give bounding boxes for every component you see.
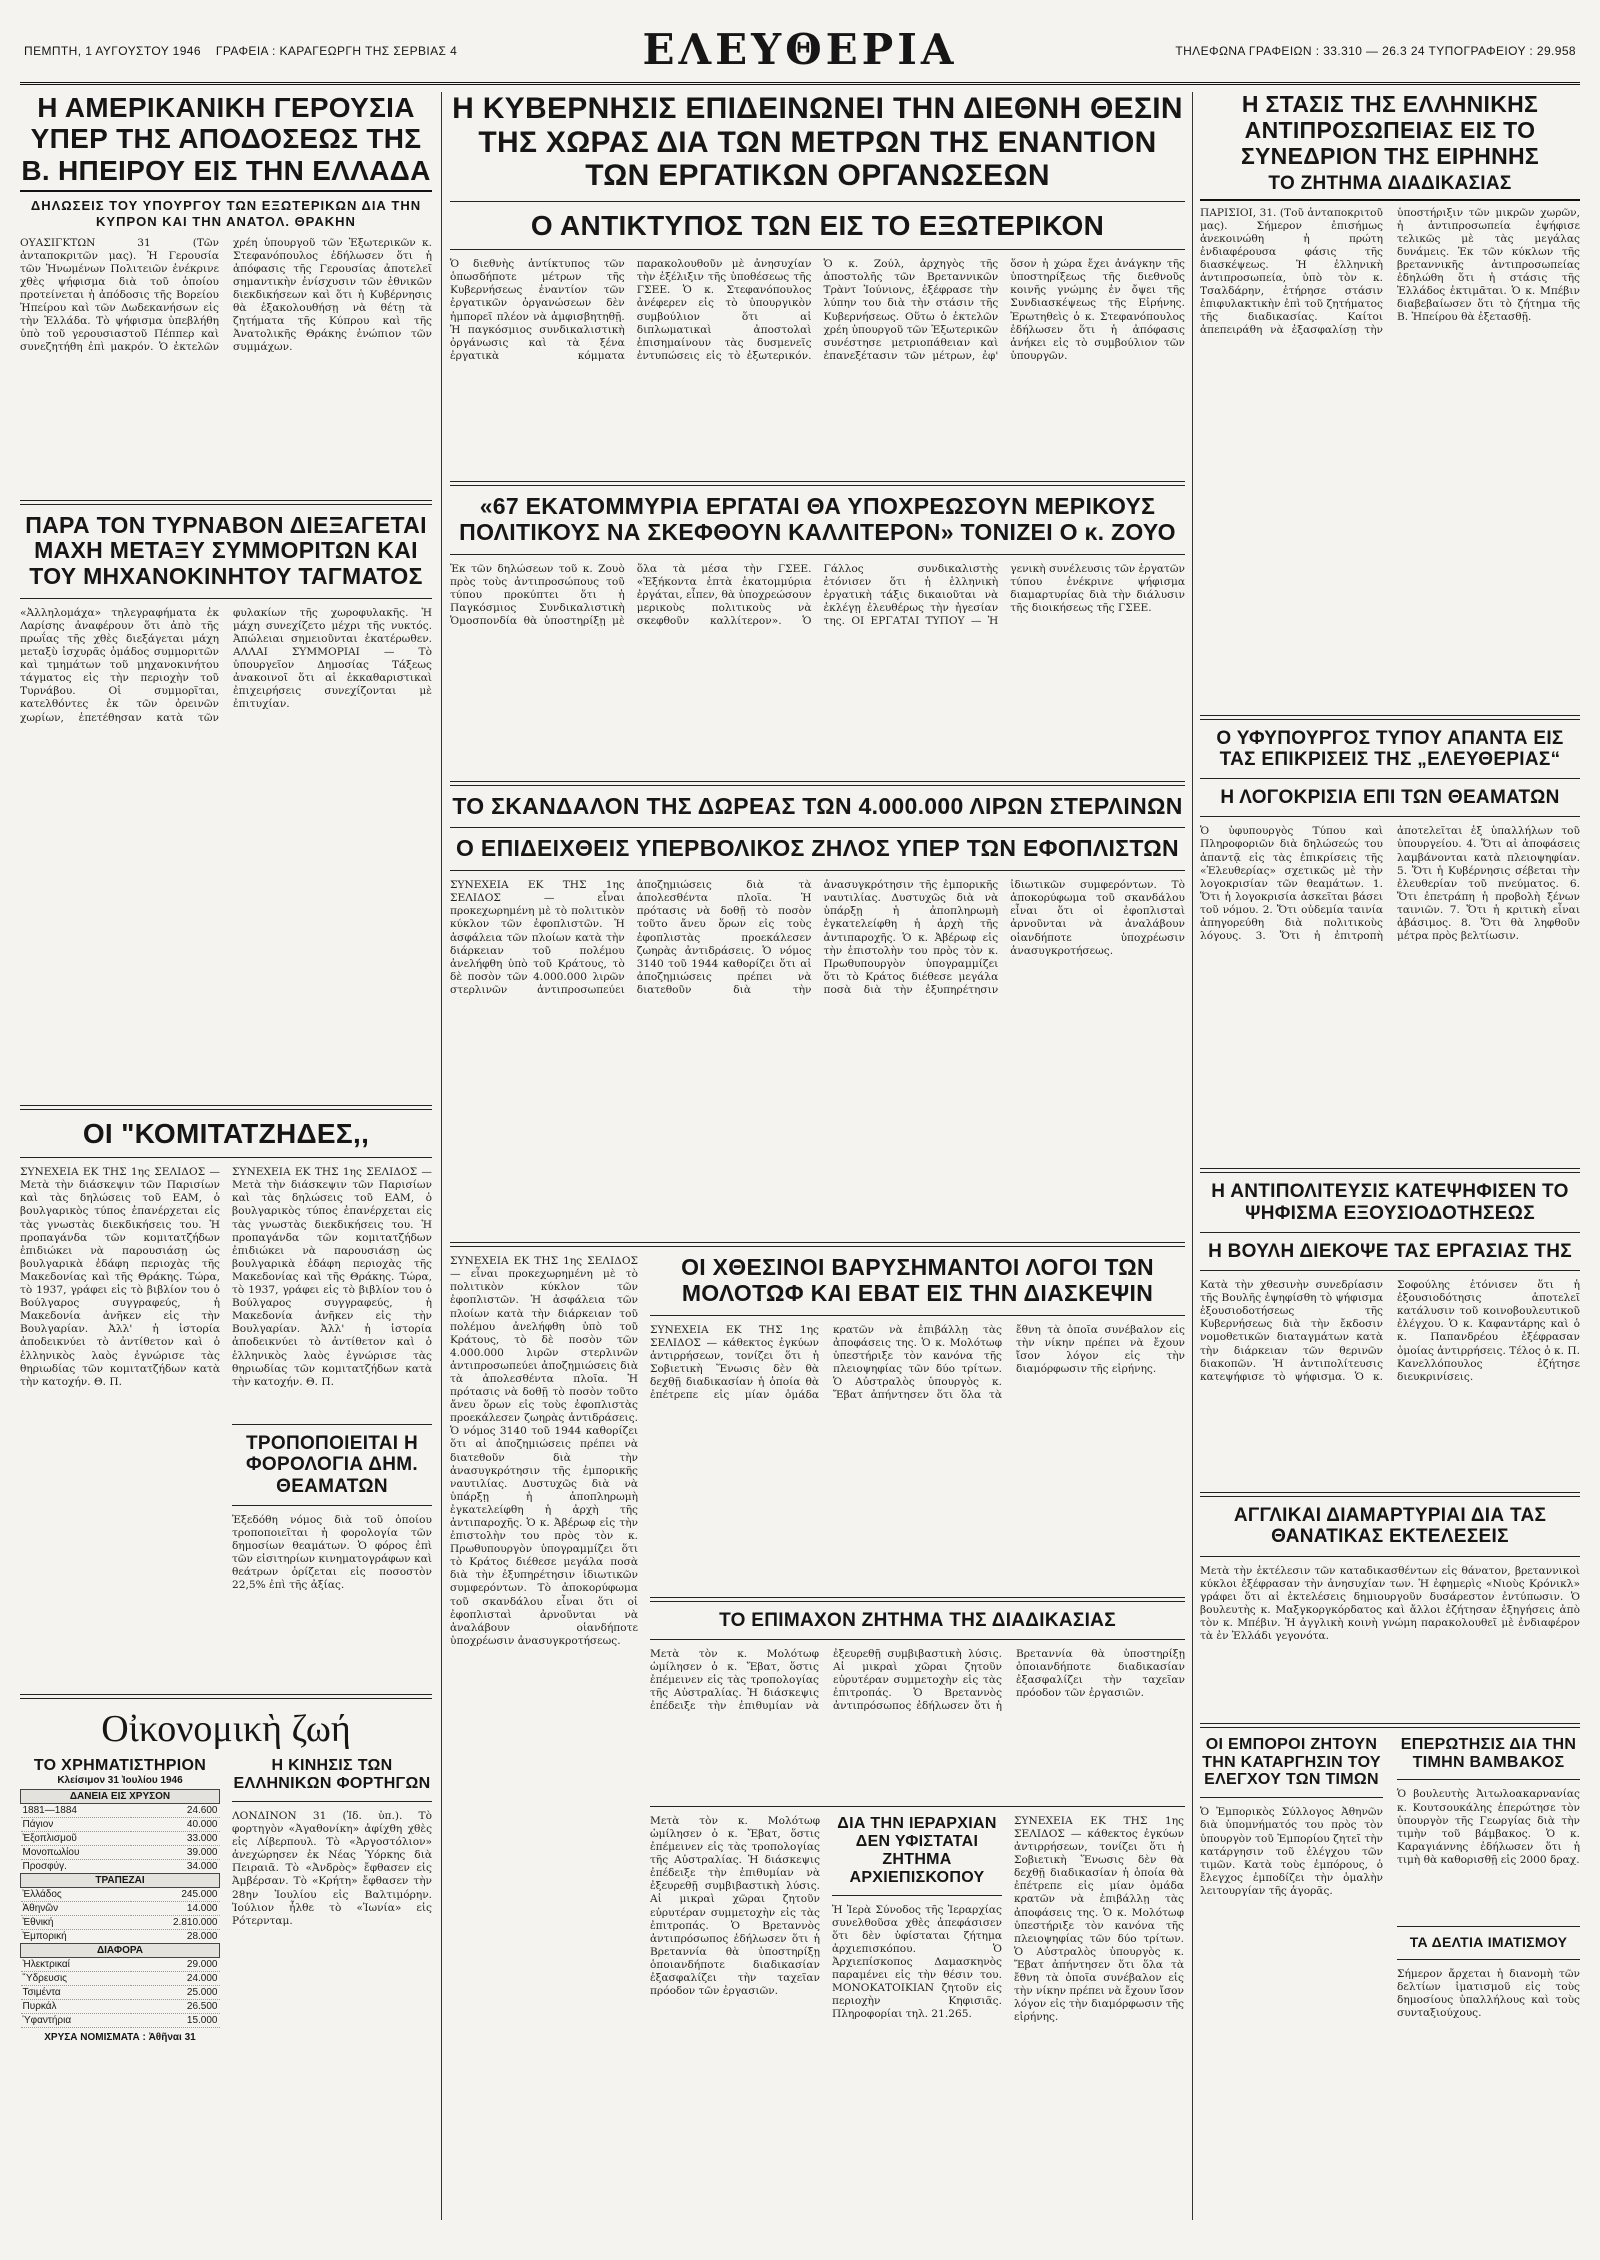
senate-article: ΟΥΑΣΙΓΚΤΩΝ 31 (Τῶν ἀνταποκριτῶν μας). Ἡ Γερουσία τῶν Ἡνωμένων Πολιτειῶν ἐνέκρινε χθὲς ψήφισμα διὰ τοῦ ὁποίου προτείνεται ἡ ἀπόδοσις τῆς Βορείου Ἠπείρου καὶ τῶν Δωδεκανήσων εἰς τὴν Ἑλλάδα. Τὸ ψήφισμα ὑπεβλήθη ὑπὸ τοῦ γερουσιαστοῦ Πέππερ καὶ συνεζητήθη ἐπὶ μακρόν. Ὁ ἐκτελῶν χρέη ὑπουργοῦ τῶν Ἐξωτερικῶν κ. Στεφανόπουλος ἐδήλωσεν ὅτι ἡ ἀπόφασις τῆς Γερουσίας ἀποτελεῖ σημαντικὴν ἐνίσχυσιν τῶν ἐθνικῶν διεκδικήσεων καὶ ὅτι ἡ Κυβέρνησις θὰ ἐξακολουθήσῃ νὰ θέτῃ τὰ ζητήματα τῆς Κύπρου καὶ τῆς Ἀνατολικῆς Θράκης ἐνώπιον τῶν συμμάχων. (20, 236, 432, 354)
tropopoiisis-box (232, 1166, 432, 1686)
main-article: Ὁ διεθνὴς ἀντίκτυπος τῶν ὁπωσδήποτε μέτρων τῆς Κυβερνήσεως ἐναντίον τῶν ἐργατικῶν ὀργανώσεων δὲν ἠμπορεῖ πλέον νὰ ἀμφισβητηθῇ. Ἡ παγκόσμιος συνδικαλιστικὴ ὀργάνωσις καὶ τὰ ξένα ἐργατικὰ κόμματα παρακολουθοῦν μὲ ἀνησυχίαν τὴν ἐξέλιξιν τῆς ὑποθέσεως τῆς ΓΣΕΕ. Ὁ κ. Στεφανόπουλος ἀνέφερεν εἰς τὸ ὑπουργικὸν συμβούλιον ὅτι αἱ διπλωματικαὶ ἀποστολαὶ ἐπισημαίνουν τὰς δυσμενεῖς ἐντυπώσεις εἰς τὸ ἐξωτερικόν. Ὁ κ. Ζούλ, ἀρχηγὸς τῆς ἀποστολῆς τῶν Βρεταννικῶν Τρὰντ Ἰούνιονς, ἐξέφρασε τὴν λύπην του διὰ τὴν στάσιν τῆς Κυβερνήσεως. Οὕτω ὁ ἐκτελῶν χρέη ὑπουργοῦ τῶν Ἐξωτερικῶν συνέστησε μετριοπάθειαν καὶ ἐπανεξέτασιν τῶν μέτρων, ἐφ' ὅσον ἡ χώρα ἔχει ἀνάγκην τῆς ὑποστηρίξεως τῆς διεθνοῦς κοινῆς γνώμης ἐν ὄψει τῆς Συνδιασκέψεως τῆς Εἰρήνης. Ἐρωτηθεὶς ὁ κ. Στεφανόπουλος ἐδήλωσεν ὅτι ἡ ἀπόφασις ἀνήκει εἰς τὸ συμβούλιον τῶν ὑπουργῶν. (450, 258, 1185, 362)
komitatzides-article: ΣΥΝΕΧΕΙΑ ΕΚ ΤΗΣ 1ης ΣΕΛΙΔΟΣ — Μετὰ τὴν διάσκεψιν τῶν Παρισίων καὶ τὰς δηλώσεις τοῦ ΕΑΜ, ὁ βουλγαρικὸς τύπος ἐπανέρχεται εἰς τὰς γνωστὰς διεκδικήσεις του. Ἡ προπαγάνδα τῶν κομιτατζήδων ἐπιδιώκει νὰ παρουσιάσῃ ὡς βουλγαρικὰ ἐδάφη περιοχὰς τῆς Μακεδονίας καὶ τῆς Θράκης. Τώρα, τὸ 1937, γράφει εἰς τὸ βιβλίον του ὁ Βούλγαρος συγγραφεύς, ἡ Μακεδονία ἀνῆκεν εἰς τὴν Βουλγαρίαν. Ἀλλ' ἡ ἱστορία ἀποδεικνύει τὸ ἀντίθετον καὶ ὁ ἑλληνικὸς λαὸς ἐγνώρισε τὰς θηριωδίας τῶν κομιτατζήδων κατὰ τὴν κατοχήν. Θ. Π. (20, 1166, 220, 1388)
executions-article: Μετὰ τὴν ἐκτέλεσιν τῶν καταδικασθέντων εἰς θάνατον, βρεταννικοὶ κύκλοι ἐξέφρασαν τὴν ἀνησυχίαν των. Ἡ ἐφημερὶς «Νιοὺς Κρόνικλ» γράφει ὅτι αἱ ἐκτελέσεις δημιουργοῦν δυσάρεστον ἐντύπωσιν. Ὁ βουλευτὴς κ. Μαξγκοργκόρδατος καὶ ἄλλοι ἐζήτησαν ἐξηγήσεις ἀπὸ τὸν κ. Μπέβιν. Ἡ ἀγγλικὴ κοινὴ γνώμη παρακολουθεῖ μὲ ἐνδιαφέρον τὰ ἐν Ἑλλάδι γεγονότα. (1200, 1564, 1580, 1643)
table-row: Μονοπωλίου 39.000 (22, 1847, 218, 1859)
lower-center-block (450, 1255, 1185, 2075)
merchants-block (1200, 1736, 1383, 2057)
cotton-headline: ΕΠΕΡΩΤΗΣΙΣ ΔΙΑ ΤΗΝ ΤΙΜΗΝ ΒΑΜΒΑΚΟΣ (1400, 1735, 1577, 1771)
hierarchy-article: Ἡ Ἱερὰ Σύνοδος τῆς Ἱεραρχίας συνελθοῦσα χθὲς ἀπεφάσισεν ὅτι δὲν ὑφίσταται ζήτημα ἀρχιεπισκόπου. Ὁ Ἀρχιεπίσκοπος Δαμασκηνὸς παραμένει εἰς τὴν θέσιν του. ΜΟΝΟΚΑΤΟΙΚΙΑΝ ζητοῦν εἰς περιοχὴν Κηφισιᾶς. Πληροφορίαι τηλ. 21.265. (832, 1903, 1002, 2021)
table-row: 1881—1884 24.600 (22, 1805, 218, 1817)
divider (450, 249, 1185, 250)
misc-header: ΔΙΑΦΟΡΑ (21, 1944, 220, 1958)
scandal-subheadline: Ο ΕΠΙΔΕΙΧΘΕΙΣ ΥΠΕΡΒΟΛΙΚΟΣ ΖΗΛΟΣ ΥΠΕΡ ΤΩΝ ΕΦΟΠΛΙΣΤΩΝ (456, 835, 1179, 862)
exchange-table-block (20, 1757, 220, 2046)
divider (20, 598, 432, 599)
tyrnavos-headline: ΠΑΡΑ ΤΟΝ ΤΥΡΝΑΒΟΝ ΔΙΕΞΑΓΕΤΑΙ ΜΑΧΗ ΜΕΤΑΞΥ ΣΥΜΜΟΡΙΤΩΝ ΚΑΙ ΤΟΥ ΜΗΧΑΝΟΚΙΝΗΤΟΥ ΤΑΓΜΑΤΟΣ (25, 511, 427, 590)
divider (232, 1505, 432, 1506)
scandal-headline: ΤΟ ΣΚΑΝΔΑΛΟΝ ΤΗΣ ΔΩΡΕΑΣ ΤΩΝ 4.000.000 ΛΙΡΩΝ ΣΤΕΡΛΙΝΩΝ (452, 792, 1183, 819)
divider (1397, 1779, 1580, 1780)
divider (450, 201, 1185, 202)
table-row: Ὕδρευσις 24.000 (22, 1973, 218, 1985)
shipping-article: ΛΟΝΔΙΝΟΝ 31 (Ἰδ. ὑπ.). Τὸ φορτηγὸν «Ἀγαθονίκη» ἀφίχθη χθὲς εἰς Λίβερπουλ. Τὸ «Ἀργοστόλιον» ἀνεχώρησεν ἐκ Νέας Ὑόρκης διὰ Πειραιᾶ. Τὸ «Ἀνδρὸς» ἔφθασεν εἰς Ἀμβέρσαν. Τὸ «Κρήτη» ἔφθασεν τὴν 28ην Ἰουλίου εἰς Βαλτιμόρην. Ἰούλιον ἦλθε τὸ «Ἰωνία» εἰς Ρότερνταμ. (232, 1810, 432, 1927)
executions-headline: ΑΓΓΛΙΚΑΙ ΔΙΑΜΑΡΤΥΡΙΑΙ ΔΙΑ ΤΑΣ ΘΑΝΑΤΙΚΑΣ ΕΚΤΕΛΕΣΕΙΣ (1233, 1505, 1547, 1548)
divider (450, 827, 1185, 828)
issue-date: ΠΕΜΠΤΗ, 1 ΑΥΓΟΥΣΤΟΥ 1946 (24, 44, 201, 58)
delegation-headline: Η ΣΤΑΣΙΣ ΤΗΣ ΕΛΛΗΝΙΚΗΣ ΑΝΤΙΠΡΟΣΩΠΕΙΑΣ ΕΙΣ ΤΟ ΣΥΝΕΔΡΙΟΝ ΤΗΣ ΕΙΡΗΝΗΣ (1240, 92, 1540, 169)
table-row: Ἐμπορική 28.000 (22, 1931, 218, 1943)
divider (450, 870, 1185, 871)
banks-header: ΤΡΑΠΕΖΑΙ (21, 1874, 220, 1888)
table-row: Πάγιον 40.000 (22, 1819, 218, 1831)
divider (20, 1105, 432, 1110)
molotov-headline: ΟΙ ΧΘΕΣΙΝΟΙ ΒΑΡΥΣΗΜΑΝΤΟΙ ΛΟΓΟΙ ΤΩΝ ΜΟΛΟΤΩΦ ΚΑΙ ΕΒΑΤ ΕΙΣ ΤΗΝ ΔΙΑΣΚΕΨΙΝ (681, 1254, 1154, 1306)
tropopoiisis-article: Ἐξεδόθη νόμος διὰ τοῦ ὁποίου τροποποιεῖται ἡ φορολογία τῶν δημοσίων θεαμάτων. Ὁ φόρος ἐπὶ τῶν εἰσιτηρίων κινηματογράφων καὶ θεάτρων ὁρίζεται εἰς ποσοστὸν 22,5% ἐπὶ τῆς ἀξίας. (232, 1513, 432, 1592)
senate-subheadline: ΔΗΛΩΣΕΙΣ ΤΟΥ ΥΠΟΥΡΓΟΥ ΤΩΝ ΕΞΩΤΕΡΙΚΩΝ ΔΙΑ ΤΗΝ ΚΥΠΡΟΝ ΚΑΙ ΤΗΝ ΑΝΑΤΟΛ. ΘΡΑΚΗΝ (30, 198, 422, 230)
column-divider (1192, 92, 1193, 2220)
shipping-headline: Η ΚΙΝΗΣΙΣ ΤΩΝ ΕΛΛΗΝΙΚΩΝ ΦΟΡΤΗΓΩΝ (233, 1757, 431, 1793)
molotov-article: ΣΥΝΕΧΕΙΑ ΕΚ ΤΗΣ 1ης ΣΕΛΙΔΟΣ — κάθεκτος ἐγκύων ἀντιρρήσεων, τονίζει ὅτι ἡ Σοβιετικὴ Ἕνωσις δὲν θὰ δεχθῇ διαδικασίαν ἡ ὁποία θὰ ἐπέτρεπε εἰς μίαν ὁμάδα κρατῶν νὰ ἐπιβάλλῃ τὰς ἀποφάσεις της. Ὁ κ. Μολότωφ ὑπεστήριξε τὸν κανόνα τῆς πλειοψηφίας τῶν δύο τρίτων. Ὁ Αὐστραλὸς ὑπουργὸς κ. Ἔβατ ἀπήντησεν ὅτι ὅλα τὰ ἔθνη τὰ ὁποῖα συνέβαλον εἰς τὴν νίκην πρέπει νὰ ἔχουν ἴσον λόγον εἰς τὴν διαμόρφωσιν τῆς εἰρήνης. (650, 1323, 1185, 1402)
molotov-block (650, 1255, 1185, 2085)
main-headline: Η ΚΥΒΕΡΝΗΣΙΣ ΕΠΙΔΕΙΝΩΝΕΙ ΤΗΝ ΔΙΕΘΝΗ ΘΕΣΙΝ ΤΗΣ ΧΩΡΑΣ ΔΙΑ ΤΩΝ ΜΕΤΡΩΝ ΤΗΣ ΕΝΑΝΤΙΟΝ ΤΩΝ ΕΡΓΑΤΙΚΩΝ ΟΡΓΑΝΩΣΕΩΝ (452, 92, 1183, 193)
masthead (20, 20, 1580, 85)
divider (450, 554, 1185, 555)
divider (1200, 778, 1580, 779)
table-row: Προσφύγ. 34.000 (22, 1861, 218, 1873)
exchange-table (20, 1789, 220, 2028)
clothes-headline: ΤΑ ΔΕΛΤΙΑ ΙΜΑΤΙΣΜΟΥ (1409, 1934, 1568, 1951)
procedure-continuation: Μετὰ τὸν κ. Μολότωφ ὡμίλησεν ὁ κ. Ἔβατ, ὅστις ἐπέμεινεν εἰς τὰς τροπολογίας τῆς Αὐστραλίας. Ἡ διάσκεψις ἐπέδειξε τὴν ἐπιθυμίαν νὰ ἐξευρεθῇ συμβιβαστικὴ λύσις. Αἱ μικραὶ χῶραι ζητοῦν εὐρυτέραν συμμετοχὴν εἰς τὰς ἐπιτροπάς. Ὁ Βρεταννὸς ἀντιπρόσωπος ἐδήλωσεν ὅτι ἡ Βρεταννία θὰ ὑποστηρίξῃ ὁποιανδήποτε διαδικασίαν ἐξασφαλίζει τὴν ταχεῖαν πρόοδον τῶν ἐργασιῶν. (650, 1814, 820, 1998)
senate-headline: Η ΑΜΕΡΙΚΑΝΙΚΗ ΓΕΡΟΥΣΙΑ ΥΠΕΡ ΤΗΣ ΑΠΟΔΟΣΕΩΣ ΤΗΣ Β. ΗΠΕΙΡΟΥ ΕΙΣ ΤΗΝ ΕΛΛΑΔΑ (20, 92, 432, 192)
shipping-block (232, 1757, 432, 2040)
clothes-article: Σήμερον ἄρχεται ἡ διανομὴ τῶν δελτίων ἱματισμοῦ εἰς τοὺς δημοσίους ὑπαλλήλους καὶ τοὺς συνταξιούχους. (1397, 1968, 1580, 2020)
undersecretary-headline: Ο ΥΦΥΠΟΥΡΓΟΣ ΤΥΠΟΥ ΑΠΑΝΤΑ ΕΙΣ ΤΑΣ ΕΠΙΚΡΙΣΕΙΣ ΤΗΣ „ΕΛΕΥΘΕΡΙΑΣ“ (1216, 727, 1564, 770)
divider (650, 1315, 1185, 1316)
censorship-article: Ὁ ὑφυπουργὸς Τύπου καὶ Πληροφοριῶν διὰ δηλώσεώς του ἀπαντᾷ εἰς τὰς ἐπικρίσεις τῆς «Ἐλευθερίας» σχετικῶς μὲ τὴν λογοκρισίαν τῶν θεαμάτων. 1. Ὅτι ἡ λογοκρισία ἀσκεῖται βάσει τοῦ νόμου. 2. Ὅτι οὐδεμία ταινία ἀπηγορεύθη διὰ πολιτικοὺς λόγους. 3. Ὅτι ἡ ἐπιτροπὴ ἀποτελεῖται ἐξ ὑπαλλήλων τοῦ ὑπουργείου. 4. Ὅτι αἱ ἀποφάσεις λαμβάνονται κατὰ πλειοψηφίαν. 5. Ὅτι ἡ Κυβέρνησις σέβεται τὴν ἐλευθερίαν τοῦ πνεύματος. 6. Ὅτι ἐπετράπη ἡ προβολὴ ξένων ταινιῶν. 7. Ὅτι ἡ κριτικὴ εἶναι ἀβάσιμος. 8. Ὅτι θὰ ληφθοῦν μέτρα πρὸς βελτίωσιν. (1200, 825, 1580, 943)
right-column (1200, 92, 1580, 2220)
komitatzides-headline: ΟΙ "ΚΟΜΙΤΑΤΖΗΔΕΣ,, (82, 1117, 370, 1149)
zoulou-headline: «67 ΕΚΑΤΟΜΜΥΡΙΑ ΕΡΓΑΤΑΙ ΘΑ ΥΠΟΧΡΕΩΣΟΥΝ ΜΕΡΙΚΟΥΣ ΠΟΛΙΤΙΚΟΥΣ ΝΑ ΣΚΕΦΘΟΥΝ ΚΑΛΛΙΤΕΡΟΝ» ΤΟΝΙΖΕΙ Ο κ. ΖΟΥΟ (459, 493, 1176, 545)
delegation-article: ΠΑΡΙΣΙΟΙ, 31. (Τοῦ ἀνταποκριτοῦ μας). Σήμερον ἐπισήμως ἀνεκοινώθη ἡ πρώτη ἐνδιαφέρουσα φάσις τῆς διασκέψεως. Ἡ ἑλληνικὴ ἀντιπροσωπεία, ὑπὸ τὸν κ. Τσαλδάρην, ἐτήρησε στάσιν ἐπιφυλακτικὴν ἐπὶ τοῦ ζητήματος τῆς διαδικασίας. Καίτοι ἀπεπειράθη νὰ ἐξασφαλίσῃ τὴν ὑποστήριξιν τῶν μικρῶν χωρῶν, ἡ ἀντιπροσωπεία ἐψήφισε τελικῶς μὲ τὰς μεγάλας δυνάμεις. Ἐκ τῶν κύκλων τῆς βρεταννικῆς ἀντιπροσωπείας ἐδηλώθη ὅτι ἡ στάσις τῆς Ἑλλάδος ἐκτιμᾶται. Ὁ κ. Μπέβιν διαβεβαίωσεν ὅτι τὸ ζήτημα τῆς Β. Ἠπείρου θὰ ἐξετασθῇ. (1200, 206, 1580, 337)
divider (832, 1895, 1002, 1896)
exchange-title: ΤΟ ΧΡΗΜΑΤΙΣΤΗΡΙΟΝ (33, 1757, 207, 1775)
divider (450, 781, 1185, 786)
zoulou-article: Ἐκ τῶν δηλώσεων τοῦ κ. Ζουὸ πρὸς τοὺς ἀντιπροσώπους τοῦ τύπου προκύπτει ὅτι ἡ Παγκόσμιος Συνδικαλιστικὴ Ὁμοσπονδία θὰ ὑποστηρίξῃ μὲ ὅλα τὰ μέσα τὴν ΓΣΕΕ. «Ἑξήκοντα ἑπτὰ ἑκατομμύρια ἐργάται, εἶπεν, θὰ ὑποχρεώσουν μερικοὺς πολιτικοὺς νὰ σκεφθοῦν καλλίτερον». Ὁ Γάλλος συνδικαλιστὴς ἐτόνισεν ὅτι ἡ ἑλληνικὴ ἐργατικὴ τάξις δικαιοῦται νὰ ἐκλέγῃ ἐλευθέρως τὴν ἡγεσίαν της. ΟΙ ΕΡΓΑΤΑΙ ΤΥΠΟΥ — Ἡ γενικὴ συνέλευσις τῶν ἐργατῶν τύπου ἐνέκρινε ψήφισμα διαμαρτυρίας διὰ τὴν διάλυσιν τῆς διοικήσεως τῆς ΓΣΕΕ. (450, 562, 1185, 628)
hierarchy-block (832, 1815, 1002, 2094)
divider (1200, 1492, 1580, 1497)
hierarchy-headline: ΔΙΑ ΤΗΝ ΙΕΡΑΡΧΙΑΝ ΔΕΝ ΥΦΙΣΤΑΤΑΙ ΖΗΤΗΜΑ ΑΡΧΙΕΠΙΣΚΟΠΟΥ (837, 1814, 997, 1886)
molotov-continuation: ΣΥΝΕΧΕΙΑ ΕΚ ΤΗΣ 1ης ΣΕΛΙΔΟΣ — κάθεκτος ἐγκύων ἀντιρρήσεων, τονίζει ὅτι ἡ Σοβιετικὴ Ἕνωσις δὲν θὰ δεχθῇ διαδικασίαν ἡ ὁποία θὰ ἐπέτρεπε εἰς μίαν ὁμάδα κρατῶν νὰ ἐπιβάλλῃ τὰς ἀποφάσεις της. Ὁ κ. Μολότωφ ὑπεστήριξε τὸν κανόνα τῆς πλειοψηφίας τῶν δύο τρίτων. Ὁ Αὐστραλὸς ὑπουργὸς κ. Ἔβατ ἀπήντησεν ὅτι ὅλα τὰ ἔθνη τὰ ὁποῖα συνέβαλον εἰς τὴν νίκην πρέπει νὰ ἔχουν ἴσον λόγον εἰς τὴν διαμόρφωσιν τῆς εἰρήνης. (1014, 1814, 1184, 2024)
newspaper-title: ΕΛΕΥΘΕΡΙΑ (642, 25, 958, 74)
divider (20, 500, 432, 505)
loans-header: ΔΑΝΕΙΑ ΕΙΣ ΧΡΥΣΟΝ (21, 1790, 220, 1804)
economy-block (20, 1757, 432, 2047)
left-column (20, 92, 432, 2220)
divider (20, 1157, 432, 1158)
divider (1200, 1556, 1580, 1557)
cotton-block (1397, 1736, 1580, 2048)
antipolitefsis-headline: Η ΑΝΤΙΠΟΛΙΤΕΥΣΙΣ ΚΑΤΕΨΗΦΙΣΕΝ ΤΟ ΨΗΦΙΣΜΑ ΕΞΟΥΣΙΟΔΟΤΗΣΕΩΣ (1211, 1181, 1569, 1224)
table-row: Ὑφαντήρια 15.000 (22, 2015, 218, 2027)
censorship-headline: Η ΛΟΓΟΚΡΙΣΙΑ ΕΠΙ ΤΩΝ ΘΕΑΜΑΤΩΝ (1220, 787, 1560, 809)
phone-numbers: ΤΗΛΕΦΩΝΑ ΓΡΑΦΕΙΩΝ : 33.310 — 26.3 24 ΤΥΠΟΓΡΑΦΕΙΟΥ : 29.958 (1175, 44, 1576, 58)
office-address: ΓΡΑΦΕΙΑ : ΚΑΡΑΓΕΩΡΓΗ ΤΗΣ ΣΕΡΒΙΑΣ 4 (215, 44, 458, 58)
vouli-article: Κατὰ τὴν χθεσινὴν συνεδρίασιν τῆς Βουλῆς ἐψηφίσθη τὸ ψήφισμα ἐξουσιοδοτήσεως τῆς Κυβερνήσεως διὰ τὴν ἔκδοσιν νομοθετικῶν διαταγμάτων κατὰ τὴν διάρκειαν τῶν θερινῶν διακοπῶν. Ἡ ἀντιπολίτευσις κατεψήφισε τὸ ψήφισμα. Ὁ κ. Σοφούλης ἐτόνισεν ὅτι ἡ ἐξουσιοδότησις ἀποτελεῖ κατάλυσιν τοῦ κοινοβουλευτικοῦ ἐλέγχου. Ὁ κ. Καφαντάρης καὶ ὁ κ. Παπανδρέου ἐξέφρασαν ὁμοίας ἀντιρρήσεις. Τέλος ὁ κ. Π. Κανελλόπουλος ἐζήτησε διευκρινίσεις. (1200, 1279, 1580, 1383)
scandal-continuation: ΣΥΝΕΧΕΙΑ ΕΚ ΤΗΣ 1ης ΣΕΛΙΔΟΣ — εἶναι προκεχωρημένη μὲ τὸ πολιτικὸν κύκλον τῶν ἐφοπλιστῶν. Ἡ ἀσφάλεια τῶν πλοίων κατὰ τὴν διάρκειαν τοῦ πολέμου ἀνελήφθη ὑπὸ τοῦ Κράτους, τὸ δὲ ποσὸν τῶν 4.000.000 λιρῶν στερλινῶν ἀντιπροσωπεύει ἀποζημιώσεις διὰ τὰ ἀπολεσθέντα πλοῖα. Ἡ πρότασις νὰ δοθῇ τὸ ποσὸν τοῦτο ἄνευ ὅρων εἰς τοὺς ἐφοπλιστὰς προεκάλεσεν ζωηρὰς ἀντιδράσεις. Ὁ νόμος 3140 τοῦ 1944 καθορίζει ὅτι αἱ ἀποζημιώσεις πρέπει νὰ διατεθοῦν διὰ τὴν ἀνασυγκρότησιν τῆς ἐμπορικῆς ναυτιλίας. Δυστυχῶς διὰ νὰ ὑπάρξῃ ἡ ἀποπληρωμὴ ἐγκατελείφθη ἡ ἀρχὴ τῆς ἀντιπαροχῆς. Ὁ κ. Ἀβέρωφ εἰς τὴν ἐπιστολὴν του πρὸς τὸν κ. Πρωθυπουργὸν ὑπογραμμίζει ὅτι τὸ Κράτος διέθεσε μεγάλα ποσὰ διὰ τὴν ἐξυπηρέτησιν ἰδιωτικῶν συμφερόντων. Τὸ ἀποκορύφωμα τοῦ σκανδάλου εἶναι ὅτι οἱ ἐφοπλισταὶ ἀρνοῦνται νὰ ἀναλάβουν οἱανδήποτε ὑποχρέωσιν ἀνασυγκροτήσεως. (450, 1255, 638, 1647)
bottom-right-block (1200, 1736, 1580, 2096)
divider (232, 1801, 432, 1802)
divider (20, 1694, 432, 1699)
divider (232, 1424, 432, 1425)
center-column (450, 92, 1185, 2220)
divider (450, 1242, 1185, 1247)
divider (1200, 1270, 1580, 1271)
table-row: Ἑλλάδος 245.000 (22, 1889, 218, 1901)
vouli-headline: Η ΒΟΥΛΗ ΔΙΕΚΟΨΕ ΤΑΣ ΕΡΓΑΣΙΑΣ ΤΗΣ (1208, 1240, 1572, 1262)
divider (1397, 1926, 1580, 1927)
gold-coins-label: ΧΡΥΣΑ ΝΟΜΙΣΜΑΤΑ : Ἀθῆναι 31 (44, 2032, 196, 2044)
procedure-article: Μετὰ τὸν κ. Μολότωφ ὡμίλησεν ὁ κ. Ἔβατ, ὅστις ἐπέμεινεν εἰς τὰς τροπολογίας τῆς Αὐστραλίας. Ἡ διάσκεψις ἐπέδειξε τὴν ἐπιθυμίαν νὰ ἐξευρεθῇ συμβιβαστικὴ λύσις. Αἱ μικραὶ χῶραι ζητοῦν εὐρυτέραν συμμετοχὴν εἰς τὰς ἐπιτροπάς. Ὁ Βρεταννὸς ἀντιπρόσωπος ἐδήλωσεν ὅτι ἡ Βρεταννία θὰ ὑποστηρίξῃ ὁποιανδήποτε διαδικασίαν ἐξασφαλίζει τὴν ταχεῖαν πρόοδον τῶν ἐργασιῶν. (650, 1647, 1185, 1713)
table-row: Ἐθνική 2.810.000 (22, 1917, 218, 1929)
divider (650, 1806, 1185, 1807)
divider (650, 1639, 1185, 1640)
divider (1200, 715, 1580, 720)
merchants-headline: ΟΙ ΕΜΠΟΡΟΙ ΖΗΤΟΥΝ ΤΗΝ ΚΑΤΑΡΓΗΣΙΝ ΤΟΥ ΕΛΕΓΧΟΥ ΤΩΝ ΤΙΜΩΝ (1202, 1735, 1381, 1789)
main-subheadline: Ο ΑΝΤΙΚΤΥΠΟΣ ΤΩΝ ΕΙΣ ΤΟ ΕΞΩΤΕΡΙΚΟΝ (530, 209, 1105, 241)
divider (1200, 1797, 1383, 1798)
divider (450, 481, 1185, 486)
table-row: Τσιμέντα 25.000 (22, 1987, 218, 1999)
divider (1200, 1723, 1580, 1728)
table-row: Ἀθηνῶν 14.000 (22, 1903, 218, 1915)
procedure-headline: ΤΟ ΕΠΙΜΑΧΟΝ ΖΗΤΗΜΑ ΤΗΣ ΔΙΑΔΙΚΑΣΙΑΣ (719, 1609, 1116, 1631)
divider (1200, 1232, 1580, 1233)
divider (1397, 1959, 1580, 1960)
table-row: Ἠλεκτρικαί 29.000 (22, 1959, 218, 1971)
exchange-date: Κλείσιμον 31 Ἰουλίου 1946 (57, 1775, 183, 1787)
divider (650, 1597, 1185, 1602)
tyrnavos-article: «Ἀλληλομάχα» τηλεγραφήματα ἐκ Λαρίσης ἀναφέρουν ὅτι ἀπὸ τῆς πρωΐας τῆς χθὲς διεξάγεται μάχη μεταξὺ ἰσχυρᾶς ὁμάδος συμμοριτῶν καὶ τμημάτων τοῦ μηχανοκινήτου τάγματος εἰς τὴν περιοχὴν τοῦ Τυρνάβου. Οἱ συμμορῖται, κατελθόντες ἐκ τῶν ὀρεινῶν χωρίων, ἐπετέθησαν κατὰ τῶν φυλακίων τῆς χωροφυλακῆς. Ἡ μάχη συνεχίζετο μέχρι τῆς νυκτός. Ἀπώλειαι σημειοῦνται ἑκατέρωθεν. ΑΛΛΑΙ ΣΥΜΜΟΡΙΑΙ — Τὸ ὑπουργεῖον Δημοσίας Τάξεως ἀνακοινοῖ ὅτι αἱ ἐκκαθαριστικαὶ ἐπιχειρήσεις συνεχίζονται μὲ ἐπιτυχίαν. (20, 606, 432, 724)
column-divider (441, 92, 442, 2220)
hierarchy-area (650, 1815, 1185, 2085)
divider (1200, 1168, 1580, 1173)
tropopoiisis-headline: ΤΡΟΠΟΠΟΙΕΙΤΑΙ Η ΦΟΡΟΛΟΓΙΑ ΔΗΜ. ΘΕΑΜΑΤΩΝ (246, 1433, 418, 1497)
delegation-subheadline: ΤΟ ΖΗΤΗΜΑ ΔΙΑΔΙΚΑΣΙΑΣ (1200, 173, 1580, 200)
table-row: Ἐξοπλισμοῦ 33.000 (22, 1833, 218, 1845)
komitatzides-continuation: ΣΥΝΕΧΕΙΑ ΕΚ ΤΗΣ 1ης ΣΕΛΙΔΟΣ — Μετὰ τὴν διάσκεψιν τῶν Παρισίων καὶ τὰς δηλώσεις τοῦ ΕΑΜ, ὁ βουλγαρικὸς τύπος ἐπανέρχεται εἰς τὰς γνωστὰς διεκδικήσεις του. Ἡ προπαγάνδα τῶν κομιτατζήδων ἐπιδιώκει νὰ παρουσιάσῃ ὡς βουλγαρικὰ ἐδάφη περιοχὰς τῆς Μακεδονίας καὶ τῆς Θράκης. Τώρα, τὸ 1937, γράφει εἰς τὸ βιβλίον του ὁ Βούλγαρος συγγραφεύς, ἡ Μακεδονία ἀνῆκεν εἰς τὴν Βουλγαρίαν. Ἀλλ' ἡ ἱστορία ἀποδεικνύει τὸ ἀντίθετον καὶ ὁ ἑλληνικὸς λαὸς ἐγνώρισε τὰς θηριωδίας τῶν κομιτατζήδων κατὰ τὴν κατοχήν. Θ. Π. (232, 1166, 432, 1388)
scandal-article: ΣΥΝΕΧΕΙΑ ΕΚ ΤΗΣ 1ης ΣΕΛΙΔΟΣ — εἶναι προκεχωρημένη μὲ τὸ πολιτικὸν κύκλον τῶν ἐφοπλιστῶν. Ἡ ἀσφάλεια τῶν πλοίων κατὰ τὴν διάρκειαν τοῦ πολέμου ἀνελήφθη ὑπὸ τοῦ Κράτους, τὸ δὲ ποσὸν τῶν 4.000.000 λιρῶν στερλινῶν ἀντιπροσωπεύει ἀποζημιώσεις διὰ τὰ ἀπολεσθέντα πλοῖα. Ἡ πρότασις νὰ δοθῇ τὸ ποσὸν τοῦτο ἄνευ ὅρων εἰς τοὺς ἐφοπλιστὰς προεκάλεσεν ζωηρὰς ἀντιδράσεις. Ὁ νόμος 3140 τοῦ 1944 καθορίζει ὅτι αἱ ἀποζημιώσεις πρέπει νὰ διατεθοῦν διὰ τὴν ἀνασυγκρότησιν τῆς ἐμπορικῆς ναυτιλίας. Δυστυχῶς διὰ νὰ ὑπάρξῃ ἡ ἀποπληρωμὴ ἐγκατελείφθη ἡ ἀρχὴ τῆς ἀντιπαροχῆς. Ὁ κ. Ἀβέρωφ εἰς τὴν ἐπιστολὴν του πρὸς τὸν κ. Πρωθυπουργὸν ὑπογραμμίζει ὅτι τὸ Κράτος διέθεσε μεγάλα ποσὰ διὰ τὴν ἐξυπηρέτησιν ἰδιωτικῶν συμφερόντων. Τὸ ἀποκορύφωμα τοῦ σκανδάλου εἶναι ὅτι οἱ ἐφοπλισταὶ ἀρνοῦνται νὰ ἀναλάβουν οἱανδήποτε ὑποχρέωσιν ἀνασυγκροτήσεως. (450, 879, 1185, 996)
table-row: Πυρκάλ 26.500 (22, 2001, 218, 2013)
cotton-article: Ὁ βουλευτὴς Ἀιτωλοακαρνανίας κ. Κουτσουκάλης ἐπερώτησε τὸν ὑπουργὸν τῆς Γεωργίας διὰ τὴν τιμὴν τοῦ βάμβακος. Ὁ κ. Καραγιάννης ἐδήλωσεν ὅτι ἡ τιμὴ θὰ καθορισθῇ εἰς 2000 δραχ. (1397, 1788, 1580, 1866)
komitatzides-block (20, 1166, 432, 1686)
economy-section-title: Οἰκονομικὴ ζωή (101, 1708, 351, 1751)
divider (1200, 816, 1580, 817)
merchants-article: Ὁ Ἐμπορικὸς Σύλλογος Ἀθηνῶν διὰ ὑπομνήματός του πρὸς τὸν ὑπουργὸν τοῦ Ἐμπορίου ζητεῖ τὴν κατάργησιν τοῦ ἐλέγχου τῶν τιμῶν. Κατὰ τοὺς ἐμπόρους, ὁ ἔλεγχος ἐμποδίζει τὴν ὁμαλὴν λειτουργίαν τῆς ἀγορᾶς. (1200, 1806, 1383, 1897)
newspaper-page (20, 20, 1580, 2220)
